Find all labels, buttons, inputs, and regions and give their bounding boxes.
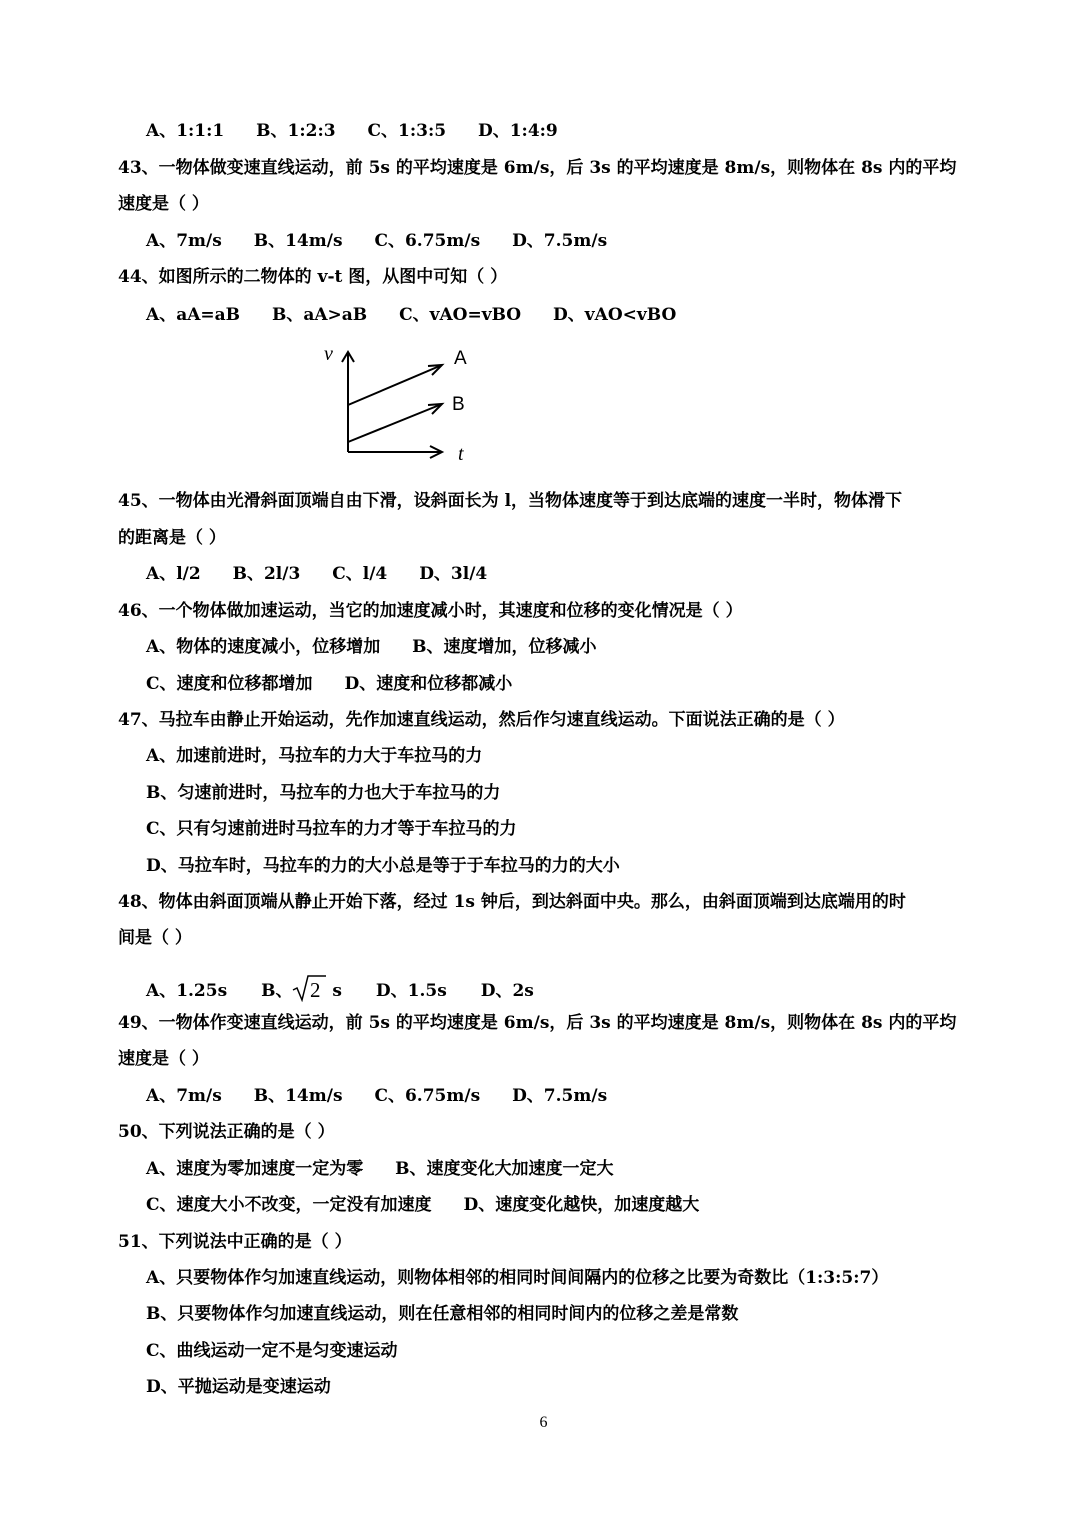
q44-options: [146, 304, 702, 326]
q46-option-c: C、速度和位移都增加: [146, 674, 313, 694]
q44-option-d: D、vAO<vBO: [553, 305, 677, 325]
q44-text-line1: 44、如图所示的二物体的 v-t 图，从图中可知（ ）: [118, 267, 508, 287]
q47-option-c: C、只有匀速前进时马拉车的力才等于车拉马的力: [146, 819, 517, 839]
q46-text-line1: 46、一个物体做加速运动，当它的加速度减小时，其速度和位移的变化情况是（ ）: [118, 601, 743, 621]
q46-option-d: D、速度和位移都减小: [344, 674, 513, 694]
q45-option-d: D、3l/4: [419, 564, 488, 584]
q48-options: [146, 974, 534, 1002]
q49-option-b: B、14m/s: [253, 1086, 343, 1106]
q50-option-a: A、速度为零加速度一定为零: [146, 1159, 364, 1179]
q44-option-b: B、aA>aB: [271, 305, 368, 325]
q51-option-c: C、曲线运动一定不是匀变速运动: [146, 1341, 398, 1361]
q46-option-b: B、速度增加，位移减小: [412, 637, 597, 657]
page-number: 6: [539, 1414, 548, 1431]
graph-x-label: t: [458, 443, 464, 464]
q50-option-c: C、速度大小不改变，一定没有加速度: [146, 1195, 432, 1215]
graph-line-a: [348, 365, 442, 405]
q46-options-row2: [146, 673, 538, 695]
q42-option-a: A、1:1:1: [146, 121, 225, 141]
q46-options-row1: [146, 636, 623, 658]
q43-option-a: A、7m/s: [146, 231, 222, 251]
q48-option-b-prefix: B、: [261, 981, 293, 1001]
q51-text-line1: 51、下列说法中正确的是（ ）: [118, 1232, 352, 1252]
q50-option-d: D、速度变化越快，加速度越大: [463, 1195, 700, 1215]
q48-option-d: D、2s: [480, 981, 534, 1001]
q50-options-row2: [146, 1194, 725, 1216]
q43-option-d: D、7.5m/s: [512, 231, 608, 251]
q44-option-a: A、aA=aB: [146, 305, 241, 325]
q42-option-c: C、1:3:5: [367, 121, 447, 141]
q51-option-d: D、平抛运动是变速运动: [146, 1377, 331, 1397]
q42-option-b: B、1:2:3: [256, 121, 336, 141]
q42-options: [146, 120, 584, 142]
q49-option-c: C、6.75m/s: [374, 1086, 481, 1106]
q48-option-c: D、1.5s: [375, 981, 447, 1001]
q49-text-line2: 速度是（ ）: [118, 1049, 209, 1069]
q43-option-c: C、6.75m/s: [374, 231, 481, 251]
q45-option-b: B、2l/3: [232, 564, 301, 584]
graph-line-b: [348, 404, 442, 442]
q51-option-a: A、只要物体作匀加速直线运动，则物体相邻的相同时间间隔内的位移之比要为奇数比（1:3:5:7）: [146, 1268, 889, 1288]
q45-options: [146, 563, 513, 585]
q46-option-a: A、物体的速度减小，位移增加: [146, 637, 381, 657]
sqrt-symbol: [292, 974, 326, 1002]
q50-options-row1: [146, 1158, 640, 1180]
q43-text-line2: 速度是（ ）: [118, 194, 209, 214]
q49-option-d: D、7.5m/s: [512, 1086, 608, 1106]
q47-option-d: D、马拉车时，马拉车的力的大小总是等于于车拉马的力的大小: [146, 856, 620, 876]
q44-option-c: C、vAO=vBO: [399, 305, 522, 325]
sqrt-radicand: 2: [310, 978, 321, 1002]
q45-option-c: C、l/4: [332, 564, 388, 584]
graph-label-b: B: [452, 394, 465, 415]
q43-option-b: B、14m/s: [253, 231, 343, 251]
q50-option-b: B、速度变化大加速度一定大: [395, 1159, 614, 1179]
q45-text-line2: 的距离是（ ）: [118, 528, 226, 548]
q49-options: [146, 1085, 633, 1107]
q45-option-a: A、l/2: [146, 564, 201, 584]
q49-text-line1: 49、一物体作变速直线运动，前 5s 的平均速度是 6m/s，后 3s 的平均速度是 8m/s，则物体在 8s 内的平均: [118, 1013, 957, 1033]
q51-option-b: B、只要物体作匀加速直线运动，则在任意相邻的相同时间内的位移之差是常数: [146, 1304, 739, 1324]
sqrt-radical-icon: [292, 974, 326, 1002]
q47-text-line1: 47、马拉车由静止开始运动，先作加速直线运动，然后作匀速直线运动。下面说法正确的是（ ）: [118, 710, 845, 730]
q43-options: [146, 230, 633, 252]
q42-option-d: D、1:4:9: [477, 121, 558, 141]
q48-option-b-unit: s: [332, 981, 342, 1001]
q48-option-a: A、1.25s: [146, 981, 228, 1001]
q47-option-b: B、匀速前进时，马拉车的力也大于车拉马的力: [146, 783, 501, 803]
q45-text-line1: 45、一物体由光滑斜面顶端自由下滑，设斜面长为 l，当物体速度等于到达底端的速度一半时，物体滑下: [118, 491, 903, 511]
q43-text-line1: 43、一物体做变速直线运动，前 5s 的平均速度是 6m/s，后 3s 的平均速度是 8m/s，则物体在 8s 内的平均: [118, 158, 957, 178]
q47-option-a: A、加速前进时，马拉车的力大于车拉马的力: [146, 746, 483, 766]
q48-option-b: [261, 978, 348, 1002]
q49-option-a: A、7m/s: [146, 1086, 222, 1106]
graph-y-label: v: [324, 343, 333, 365]
q50-text-line1: 50、下列说法正确的是（ ）: [118, 1122, 335, 1142]
q48-text-line1: 48、物体由斜面顶端从静止开始下落，经过 1s 钟后，到达斜面中央。那么，由斜面顶端到达底端用的时: [118, 892, 906, 912]
q44-vt-graph: [318, 342, 478, 464]
graph-label-a: A: [454, 348, 467, 369]
q48-text-line2: 间是（ ）: [118, 928, 192, 948]
